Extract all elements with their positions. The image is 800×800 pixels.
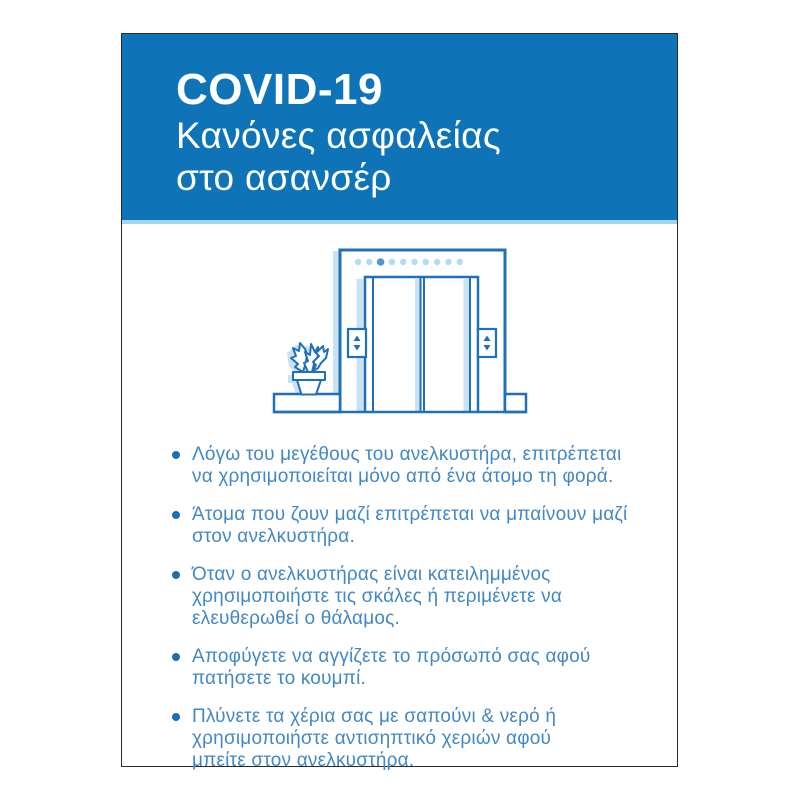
rule-line: Λόγω του μεγέθους του ανελκυστήρα, επιτρέπεται (192, 444, 622, 465)
rule-text (192, 444, 621, 488)
rule-text (192, 706, 556, 772)
rule-item (172, 646, 647, 690)
rule-line: πατήσετε το κουμπί. (192, 668, 367, 689)
poster-subtitle-line1: Κανόνες ασφαλείας (176, 115, 501, 156)
rule-item (172, 706, 647, 772)
floor-platforms (274, 394, 526, 412)
poster-header (122, 34, 677, 220)
rules-list (122, 444, 677, 772)
rule-item (172, 564, 647, 630)
rule-item (172, 504, 647, 548)
rule-line: μπείτε στον ανελκυστήρα. (192, 750, 415, 771)
call-button-left (348, 329, 366, 357)
poster-subtitle-line2: στο ασανσέρ (176, 157, 392, 198)
rule-line: να χρησιμοποιείται μόνο από ένα άτομο τη φορά. (192, 466, 614, 487)
rule-line: χρησιμοποιήστε αντισηπτικό χεριών αφού (192, 728, 552, 749)
rule-text (192, 646, 591, 690)
rule-text (192, 504, 627, 548)
call-button-right (478, 329, 496, 357)
bullet-dot (172, 713, 180, 721)
rule-line: Όταν ο ανελκυστήρας είναι κατειλημμένος (192, 564, 551, 585)
pot-rim (293, 372, 325, 380)
rule-line: Άτομα που ζουν μαζί επιτρέπεται να μπαίνουν μαζί (192, 504, 628, 525)
elevator-illustration-svg (270, 244, 530, 416)
elevator-illustration (270, 244, 530, 416)
rule-text (192, 564, 562, 630)
rule-item (172, 444, 647, 488)
bullet-dot (172, 451, 180, 459)
bullet-dot (172, 571, 180, 579)
indicator-dot-active (376, 258, 384, 266)
rule-line: ελευθερωθεί ο θάλαμος. (192, 608, 400, 629)
pot-body (297, 380, 321, 395)
rule-line: χρησιμοποιήστε τις σκάλες ή περιμένετε να (192, 586, 563, 607)
poster-subtitle (176, 115, 677, 199)
header-divider (122, 220, 677, 224)
poster-title: COVID-19 (176, 65, 383, 114)
indicator-dots (354, 258, 462, 266)
bullet-dot (172, 511, 180, 519)
rule-line: στον ανελκυστήρα. (192, 526, 355, 547)
rule-line: Αποφύγετε να αγγίζετε το πρόσωπό σας αφού (192, 646, 591, 667)
poster-card (121, 33, 678, 771)
elevator-doors (365, 277, 478, 412)
bullet-dot (172, 653, 180, 661)
rule-line: Πλύνετε τα χέρια σας με σαπούνι & νερό ή (192, 706, 557, 727)
